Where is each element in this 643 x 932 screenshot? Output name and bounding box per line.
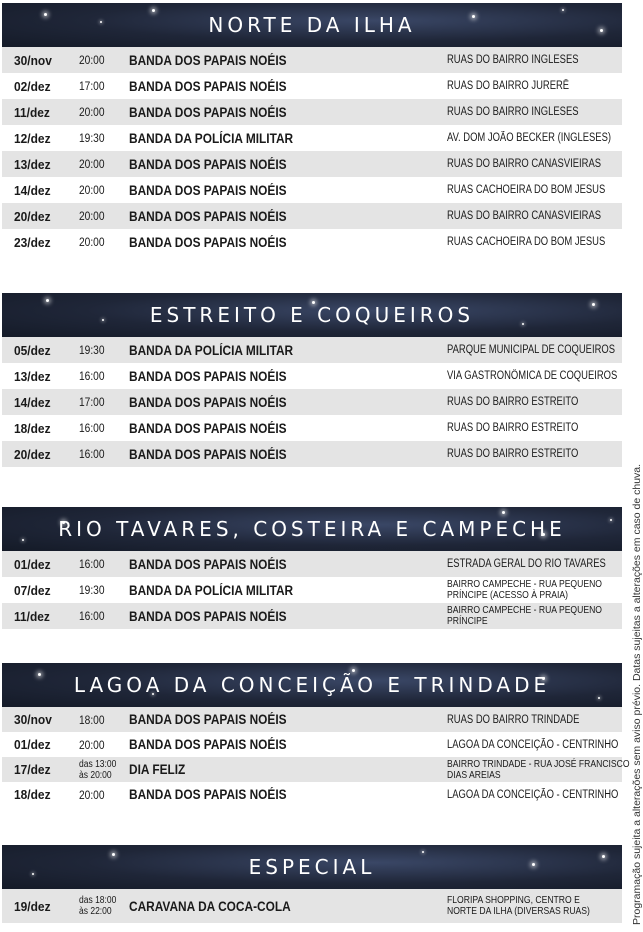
- schedule-row: [2, 151, 622, 177]
- star-icon: [532, 863, 535, 866]
- row-event: BANDA DOS PAPAIS NOÉIS: [129, 787, 287, 802]
- row-place: PARQUE MUNICIPAL DE COQUEIROS: [447, 344, 616, 356]
- row-event: BANDA DOS PAPAIS NOÉIS: [129, 234, 287, 250]
- row-event: BANDA DOS PAPAIS NOÉIS: [129, 208, 287, 224]
- row-place: [447, 605, 602, 627]
- star-icon: [102, 319, 104, 321]
- star-icon: [46, 299, 49, 302]
- row-date: 20/dez: [14, 446, 51, 462]
- row-place: [447, 895, 590, 917]
- section-banner: [2, 293, 622, 337]
- row-time: 20:00: [79, 235, 105, 249]
- row-place: RUAS DO BAIRRO ESTREITO: [447, 448, 579, 460]
- section-banner: [2, 663, 622, 707]
- schedule-row: [2, 551, 622, 577]
- schedule-row: [2, 889, 622, 923]
- row-place-line2: PRÍNCIPE: [447, 615, 488, 627]
- row-date: 30/nov: [14, 52, 52, 68]
- section-3: [2, 507, 622, 629]
- schedule-row: [2, 389, 622, 415]
- row-place-line2: NORTE DA ILHA (DIVERSAS RUAS): [447, 905, 590, 917]
- schedule-row: [2, 707, 622, 732]
- row-date: 12/dez: [14, 130, 51, 146]
- row-place: LAGOA DA CONCEIÇÃO - CENTRINHO: [447, 788, 619, 801]
- row-place-line2: PRÍNCIPE (ACESSO À PRAIA): [447, 589, 569, 601]
- row-date: 01/dez: [14, 737, 51, 752]
- row-time: 16:00: [79, 421, 105, 435]
- star-icon: [598, 697, 600, 699]
- row-time-start: das 18:00: [79, 895, 117, 906]
- row-time-end: às 22:00: [79, 906, 112, 917]
- row-place: RUAS DO BAIRRO ESTREITO: [447, 422, 579, 434]
- row-place: RUAS CACHOEIRA DO BOM JESUS: [447, 184, 606, 196]
- section-title: RIO TAVARES, COSTEIRA E CAMPECHE: [58, 517, 566, 541]
- row-date: 30/nov: [14, 712, 52, 727]
- section-banner: [2, 507, 622, 551]
- section-title: ESPECIAL: [248, 855, 376, 879]
- row-event: DIA FELIZ: [129, 762, 186, 777]
- row-time: 20:00: [79, 157, 105, 171]
- schedule-row: [2, 73, 622, 99]
- row-date: 14/dez: [14, 394, 51, 410]
- row-place: [447, 759, 630, 781]
- row-place: LAGOA DA CONCEIÇÃO - CENTRINHO: [447, 738, 619, 751]
- star-icon: [592, 303, 595, 306]
- row-place: RUAS CACHOEIRA DO BOM JESUS: [447, 236, 606, 248]
- schedule-row: [2, 337, 622, 363]
- schedule-row: [2, 603, 622, 629]
- star-icon: [44, 13, 47, 16]
- schedule-row: [2, 577, 622, 603]
- row-time: [79, 759, 116, 781]
- row-date: 13/dez: [14, 156, 51, 172]
- schedule-row: [2, 363, 622, 389]
- row-date: 17/dez: [14, 762, 51, 777]
- row-date: 19/dez: [14, 898, 51, 914]
- row-time: 18:00: [79, 712, 105, 727]
- row-event: BANDA DA POLÍCIA MILITAR: [129, 582, 294, 598]
- star-icon: [522, 323, 524, 325]
- row-date: 20/dez: [14, 208, 51, 224]
- star-icon: [32, 873, 34, 875]
- row-place: RUAS DO BAIRRO INGLESES: [447, 106, 579, 118]
- row-event: BANDA DOS PAPAIS NOÉIS: [129, 156, 287, 172]
- row-place: [447, 579, 602, 601]
- row-time: 19:30: [79, 343, 105, 357]
- row-date: 13/dez: [14, 368, 51, 384]
- row-place-line2: DIAS AREIAS: [447, 768, 501, 781]
- section-5: [2, 845, 622, 923]
- schedule-row: [2, 782, 622, 807]
- row-time: 20:00: [79, 183, 105, 197]
- row-place: RUAS DO BAIRRO TRINDADE: [447, 713, 580, 726]
- row-time: 20:00: [79, 53, 105, 67]
- star-icon: [562, 9, 564, 11]
- row-event: BANDA DA POLÍCIA MILITAR: [129, 130, 294, 146]
- row-date: 11/dez: [14, 608, 50, 624]
- row-place: VIA GASTRONÔMICA DE COQUEIROS: [447, 370, 618, 382]
- star-icon: [22, 539, 24, 541]
- star-icon: [352, 669, 355, 672]
- section-banner: [2, 845, 622, 889]
- row-place-line1: BAIRRO CAMPECHE - RUA PEQUENO: [447, 578, 603, 590]
- schedule-row: [2, 125, 622, 151]
- row-date: 05/dez: [14, 342, 51, 358]
- disclaimer-note: Programação sujeita a alterações sem aviso prévio. Datas sujeitas a alterações em caso de chuva.: [631, 463, 643, 925]
- star-icon: [100, 21, 102, 23]
- row-time: 20:00: [79, 787, 105, 802]
- row-time: 17:00: [79, 79, 105, 93]
- row-time: 17:00: [79, 395, 105, 409]
- row-event: BANDA DOS PAPAIS NOÉIS: [129, 556, 287, 572]
- section-title: LAGOA DA CONCEIÇÃO E TRINDADE: [73, 673, 551, 697]
- row-time: 16:00: [79, 447, 105, 461]
- row-date: 01/dez: [14, 556, 51, 572]
- schedule-row: [2, 757, 630, 782]
- section-banner: [2, 3, 622, 47]
- row-place: RUAS DO BAIRRO CANASVIEIRAS: [447, 210, 602, 222]
- row-date: 14/dez: [14, 182, 51, 198]
- row-place: RUAS DO BAIRRO JURERÊ: [447, 80, 570, 92]
- row-event: BANDA DOS PAPAIS NOÉIS: [129, 104, 287, 120]
- row-place: RUAS DO BAIRRO INGLESES: [447, 54, 579, 66]
- row-event: BANDA DOS PAPAIS NOÉIS: [129, 52, 287, 68]
- row-event: BANDA DOS PAPAIS NOÉIS: [129, 394, 287, 410]
- row-time-end: às 20:00: [79, 769, 112, 781]
- row-place-line1: BAIRRO CAMPECHE - RUA PEQUENO: [447, 604, 603, 616]
- row-event: BANDA DOS PAPAIS NOÉIS: [129, 712, 287, 727]
- section-title: NORTE DA ILHA: [208, 13, 416, 37]
- row-event: BANDA DOS PAPAIS NOÉIS: [129, 420, 287, 436]
- row-time: 20:00: [79, 105, 105, 119]
- row-time: [79, 895, 116, 917]
- row-date: 23/dez: [14, 234, 51, 250]
- row-event: BANDA DOS PAPAIS NOÉIS: [129, 182, 287, 198]
- row-time: 20:00: [79, 209, 105, 223]
- row-date: 07/dez: [14, 582, 51, 598]
- row-place: AV. DOM JOÃO BECKER (INGLESES): [447, 132, 612, 144]
- schedule-row: [2, 177, 622, 203]
- row-place-line1: BAIRRO TRINDADE - RUA JOSÉ FRANCISCO: [447, 757, 630, 770]
- section-2: [2, 293, 622, 467]
- star-icon: [112, 853, 115, 856]
- row-date: 18/dez: [14, 420, 51, 436]
- row-event: BANDA DOS PAPAIS NOÉIS: [129, 78, 287, 94]
- star-icon: [472, 15, 475, 18]
- row-place: ESTRADA GERAL DO RIO TAVARES: [447, 558, 606, 570]
- section-title: ESTREITO E COQUEIROS: [149, 303, 475, 327]
- star-icon: [602, 855, 605, 858]
- row-date: 02/dez: [14, 78, 51, 94]
- row-place: RUAS DO BAIRRO ESTREITO: [447, 396, 579, 408]
- row-event: BANDA DOS PAPAIS NOÉIS: [129, 446, 287, 462]
- section-1: [2, 3, 622, 255]
- star-icon: [38, 673, 41, 676]
- star-icon: [422, 851, 424, 853]
- star-icon: [152, 9, 155, 12]
- row-time: 16:00: [79, 609, 105, 623]
- star-icon: [600, 29, 603, 32]
- schedule-row: [2, 732, 622, 757]
- row-time: 19:30: [79, 583, 105, 597]
- row-date: 11/dez: [14, 104, 50, 120]
- row-time: 16:00: [79, 369, 105, 383]
- row-event: BANDA DOS PAPAIS NOÉIS: [129, 368, 287, 384]
- row-time: 19:30: [79, 131, 105, 145]
- schedule-row: [2, 47, 622, 73]
- star-icon: [502, 511, 505, 514]
- schedule-row: [2, 441, 622, 467]
- row-event: BANDA DOS PAPAIS NOÉIS: [129, 737, 287, 752]
- schedule-row: [2, 203, 622, 229]
- schedule-row: [2, 415, 622, 441]
- row-place-line1: FLORIPA SHOPPING, CENTRO E: [447, 894, 580, 906]
- star-icon: [610, 519, 612, 521]
- row-event: BANDA DOS PAPAIS NOÉIS: [129, 608, 287, 624]
- row-time: 20:00: [79, 737, 105, 752]
- row-place: RUAS DO BAIRRO CANASVIEIRAS: [447, 158, 602, 170]
- schedule-row: [2, 229, 622, 255]
- row-time-start: das 13:00: [79, 758, 117, 770]
- row-time: 16:00: [79, 557, 105, 571]
- row-event: CARAVANA DA COCA-COLA: [129, 898, 291, 914]
- row-date: 18/dez: [14, 787, 51, 802]
- row-event: BANDA DA POLÍCIA MILITAR: [129, 342, 294, 358]
- schedule-row: [2, 99, 622, 125]
- section-4: [2, 663, 630, 807]
